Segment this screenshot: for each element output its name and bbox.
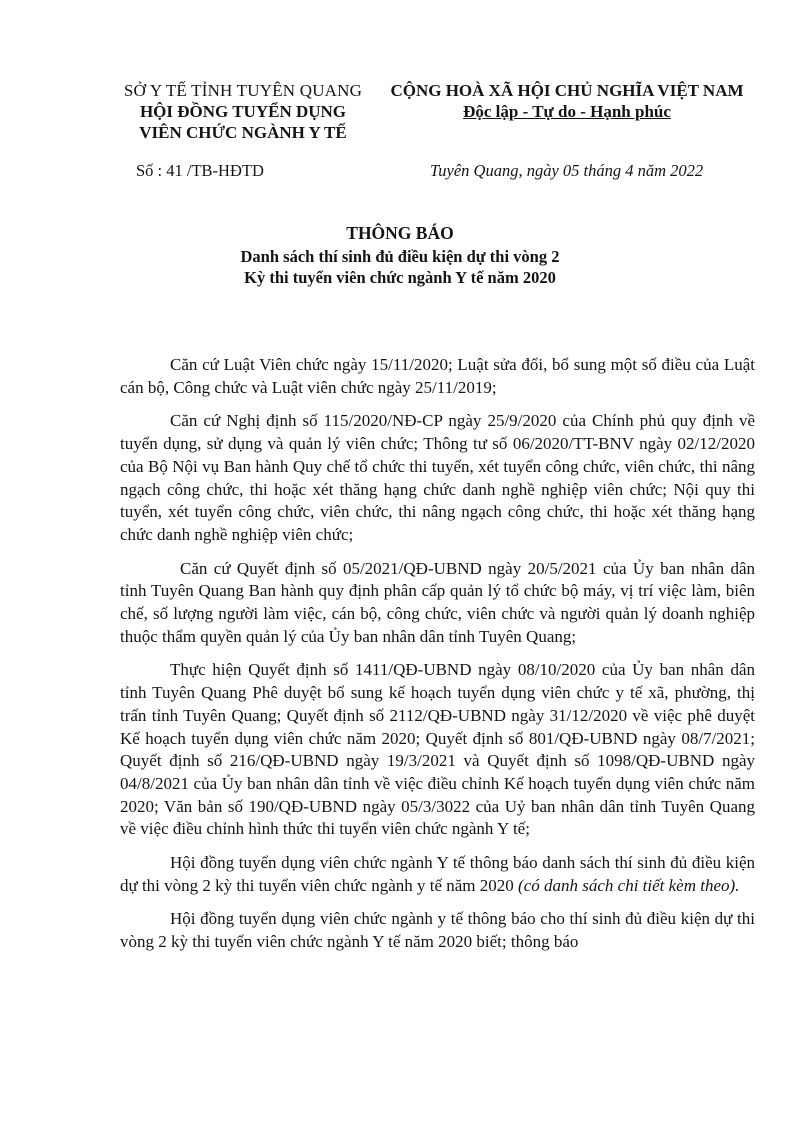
announcement-note: (có danh sách chi tiết kèm theo).: [518, 875, 740, 895]
council-name-line1: HỘI ĐỒNG TUYỂN DỤNG: [139, 102, 347, 121]
announcement-text: Hội đồng tuyển dụng viên chức ngành Y tế thông báo danh sách thí sinh đủ điều kiện dự thi vòng 2 kỳ thi tuyển viên chức ngành y tế năm 2020: [120, 853, 755, 895]
document-subtitle-1: Danh sách thí sinh đủ điều kiện dự thi vòng 2: [240, 247, 560, 266]
paragraph-legal-basis-3: Căn cứ Quyết định số 05/2021/QĐ-UBND ngày 20/5/2021 của Ủy ban nhân dân tỉnh Tuyên Quang Ban hành quy định phân cấp quản lý tổ chức bộ máy, vị trí việc làm, biên chế, số lượng người làm việc, cán bộ, công chức, viên chức và người quản lý doanh nghiệp thuộc thẩm quyền quản lý của Ủy ban nhân dân tỉnh Tuyên Quang;: [120, 558, 755, 646]
document-heading: THÔNG BÁO: [346, 223, 454, 243]
issue-date: Tuyên Quang, ngày 05 tháng 4 năm 2022: [430, 161, 704, 180]
issuing-agency-block: [98, 80, 388, 143]
paragraph-implementation: Thực hiện Quyết định số 1411/QĐ-UBND ngày 08/10/2020 của Ủy ban nhân dân tỉnh Tuyên Quang Phê duyệt bổ sung kế hoạch tuyển dụng viên chức y tế xã, phường, thị trấn tỉnh Tuyên Quang; Quyết định số 2112/QĐ-UBND ngày 31/12/2020 về việc phê duyệt Kế hoạch tuyển dụng viên chức năm 2020; Quyết định số 801/QĐ-UBND ngày 08/7/2021; Quyết định số 216/QĐ-UBND ngày 19/3/2021 và Quyết định số 1098/QĐ-UBND ngày 04/8/2021 của Ủy ban nhân dân tỉnh về việc điều chỉnh Kế hoạch tuyển dụng viên chức năm 2020; Văn bản số 190/QĐ-UBND ngày 05/3/3022 của Uỷ ban nhân dân tỉnh Tuyên Quang về việc điều chỉnh hình thức thi tuyển viên chức ngành Y tế;: [120, 660, 755, 839]
paragraph-legal-basis-1: Căn cứ Luật Viên chức ngày 15/11/2020; Luật sửa đổi, bổ sung một số điều của Luật cán bộ, Công chức và Luật viên chức ngày 25/11/2019;: [120, 355, 755, 397]
agency-name: SỞ Y TẾ TỈNH TUYÊN QUANG: [123, 81, 363, 100]
document-subtitle-2: Kỳ thi tuyển viên chức ngành Y tế năm 2020: [244, 268, 556, 287]
paragraph-notice: Hội đồng tuyển dụng viên chức ngành y tế thông báo cho thí sinh đủ điều kiện dự thi vòng 2 kỳ thi tuyển viên chức ngành Y tế năm 2020 biết; thông báo: [120, 909, 755, 952]
national-motto: Độc lập - Tự do - Hạnh phúc: [463, 102, 671, 121]
council-name-line2: VIÊN CHỨC NGÀNH Y TẾ: [139, 123, 347, 142]
paragraph-legal-basis-2: Căn cứ Nghị định số 115/2020/NĐ-CP ngày 25/9/2020 của Chính phủ quy định về tuyển dụng, sử dụng và quản lý viên chức; Thông tư số 06/2020/TT-BNV ngày 02/12/2020 của Bộ Nội vụ Ban hành Quy chế tổ chức thi tuyển, xét tuyển công chức, viên chức, thi nâng ngạch công chức, thi hoặc xét thăng hạng chức danh nghề nghiệp viên chức; Nội quy thi tuyển, xét tuyển công chức, viên chức, thi nâng ngạch công chức, thi hoặc xét thăng hạng chức danh nghề nghiệp viên chức;: [120, 411, 755, 544]
document-title-block: [120, 223, 680, 288]
national-title-block: [372, 80, 762, 122]
document-body: [120, 354, 755, 965]
reference-number: Số : 41 /TB-HĐTD: [136, 161, 264, 180]
paragraph-announcement: [120, 852, 755, 897]
republic-name: CỘNG HOÀ XÃ HỘI CHỦ NGHĨA VIỆT NAM: [390, 81, 744, 100]
